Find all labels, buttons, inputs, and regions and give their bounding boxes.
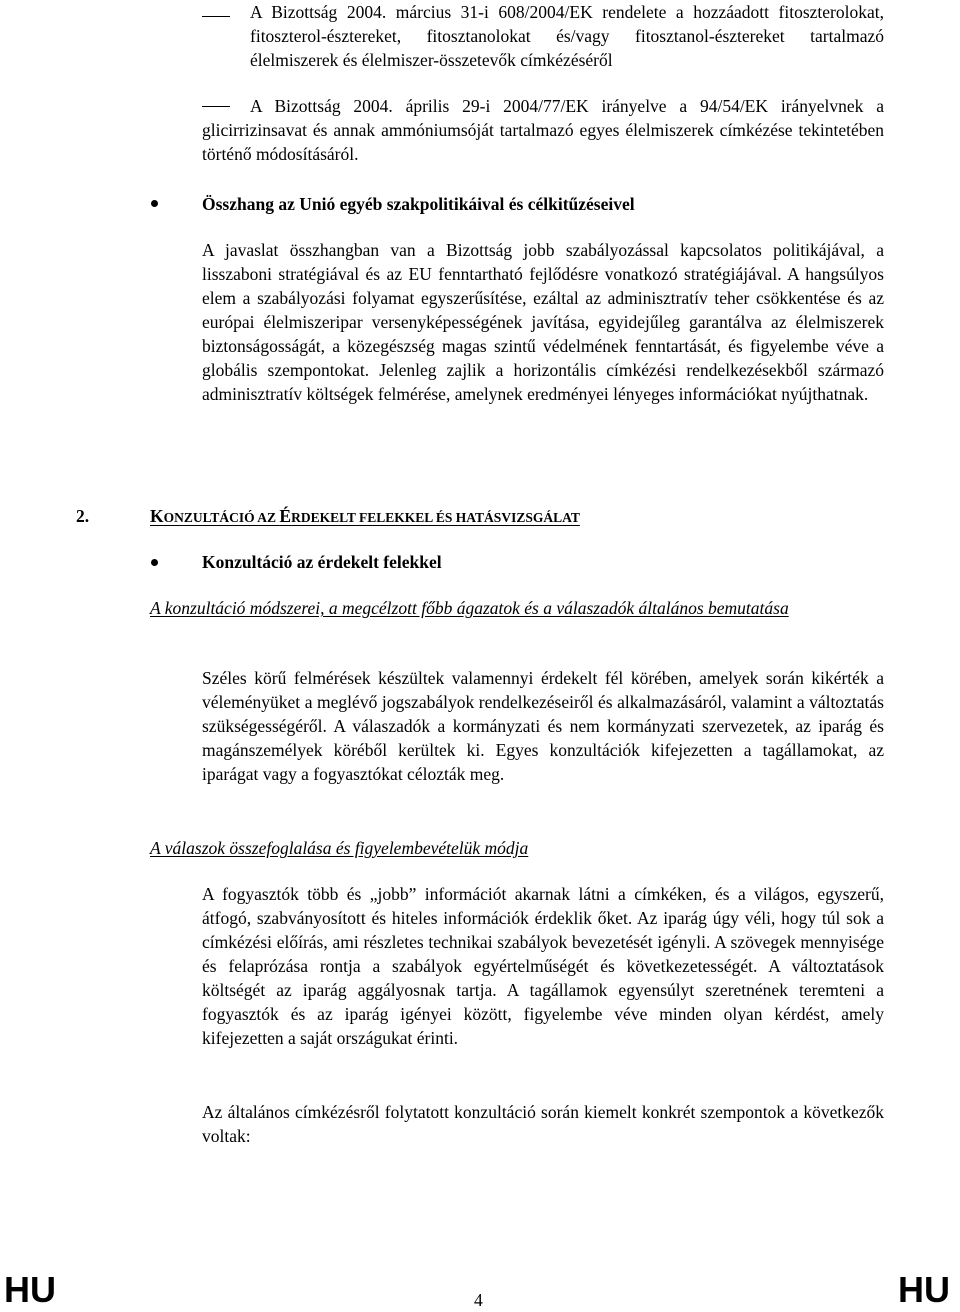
section-title-part: K [150,506,164,526]
bullet-icon [151,200,158,207]
section-title-part: É [279,506,292,526]
dash-list-item: A Bizottság 2004. március 31-i 608/2004/EK rendelete a hozzáadott fitoszterolokat, fitoszterol-észtereket, fitosztanolokat és/vagy fitosztanol-észtereket tartalmazó élelmiszerek és élelmiszer-összetevők címkézéséről [250,2,884,70]
section-number: 2. [76,506,90,526]
responses-summary-heading-text: A válaszok összefoglalása és figyelembevételük módja [150,838,529,858]
consultation-methods-paragraph: Széles körű felmérések készültek valamennyi érdekelt fél körében, amelyek során kikérték a véleményüket a meglévő jogszabályok rendelkezéseiről és alkalmazásáról, valamint a változtatás szükségességéről. A válaszadók a kormányzati és nem kormányzati szervezetek, az iparág és magánszemélyek köréből kerültek ki. Egyes konzultációk kifejezetten a tagállamokat, az iparágat vagy a fogyasztókat célozták meg. [202,668,884,784]
section-title-part: RDEKELT FELEKKEL ÉS HATÁSVIZSGÁLAT [291,510,580,525]
footer-language-right: HU [898,1269,950,1310]
coherence-heading: Összhang az Unió egyéb szakpolitikáival és célkitűzéseivel [202,194,635,214]
footer-language-left: HU [4,1269,56,1310]
section-title-part: ONZULTÁCIÓ AZ [163,510,280,525]
responses-summary-paragraph: A fogyasztók több és „jobb” információt akarnak látni a címkéken, és a világos, egyszerű, átfogó, szabványosított és hiteles információk érdeklik őket. Az iparág úgy véli, hogy túl sok a címkézési előírás, ami részletes technikai szabályok bevezetését igényli. A szövegek mennyisége és felaprózása rontja a szabályok egyértelműségét és következetességét. A változtatások költségét az iparág aggályosnak tartja. A tagállamok egyensúlyt szeretnének teremteni a fogyasztók és az iparág igényei között, figyelembe véve minden olyan kérdést, amely kifejezetten a saját országukat érinti. [202,884,884,1048]
consultation-methods-heading [150,596,884,620]
page-number: 4 [474,1290,483,1310]
consultation-points-intro: Az általános címkézésről folytatott konzultáció során kiemelt konkrét szempontok a következők voltak: [202,1102,884,1146]
responses-summary-heading [150,836,884,860]
dash-marker [202,16,230,17]
consultation-methods-heading-text: A konzultáció módszerei, a megcélzott főbb ágazatok és a válaszadók általános bemutatása [150,598,789,618]
dash-list-item: A Bizottság 2004. április 29-i 2004/77/EK irányelve a 94/54/EK irányelvnek a glicirrizinsavat és annak ammóniumsóját tartalmazó egyes élelmiszerek címkézése tekintetében történő módosításáról. [202,96,884,164]
bullet-icon [151,559,158,566]
consultation-heading: Konzultáció az érdekelt felekkel [202,552,442,572]
coherence-paragraph: A javaslat összhangban van a Bizottság jobb szabályozással kapcsolatos politikájával, a lisszaboni stratégiával és az EU fenntartható fejlődésre vonatkozó stratégiájával. A hangsúlyos elem a szabályozási folyamat egyszerűsítése, ezáltal az adminisztratív teher csökkentése és az európai élelmiszeripar versenyképességének javítása, egyidejűleg garantálva az élelmiszerek biztonságosságát, a közegészség magas szintű védelmének fenntartását, és figyelembe véve a globális szempontokat. Jelenleg zajlik a horizontális címkézési rendelkezésekből származó adminisztratív költségek felmérése, amelynek eredményei lényeges információkat nyújthatnak. [202,240,884,404]
section-title [150,504,580,530]
